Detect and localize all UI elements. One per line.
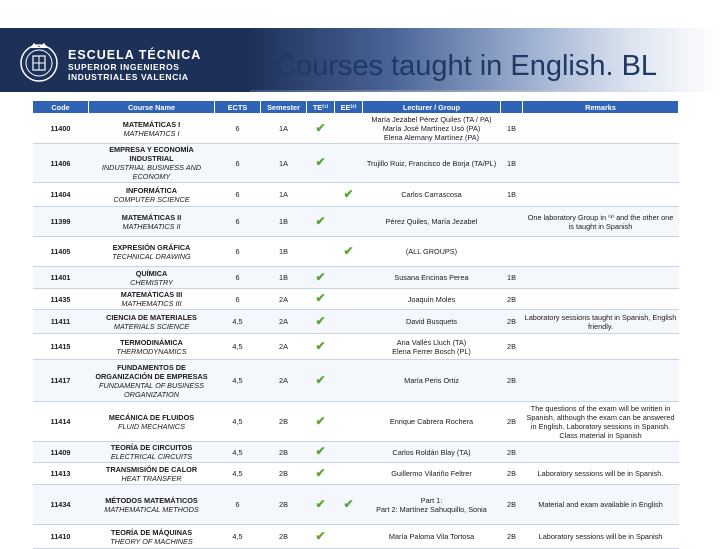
course-name: [89, 144, 215, 183]
course-lecturer: [363, 289, 501, 310]
course-name-english: COMPUTER SCIENCE: [113, 194, 190, 204]
course-name-english: THERMODYNAMICS: [116, 346, 187, 356]
checkmark-icon: ✔: [315, 413, 326, 428]
table-row: [33, 183, 679, 207]
course-semester: 2B: [261, 442, 307, 463]
course-code: 11417: [33, 360, 89, 402]
course-name-english: MATERIALS SCIENCE: [113, 321, 190, 331]
course-name-english: MATHEMATICS I: [123, 128, 180, 138]
course-name-spanish: INFORMÁTICA: [125, 185, 178, 195]
course-name-english: CHEMISTRY: [130, 277, 173, 287]
taught-in-english-cell: [307, 183, 335, 207]
english-exam-cell: [335, 207, 363, 237]
course-name-spanish: MATEMÁTICAS III: [120, 290, 183, 299]
checkmark-icon: ✔: [315, 269, 326, 284]
table-row: [33, 144, 679, 183]
course-remarks: [523, 267, 679, 289]
course-ects: 4,5: [215, 525, 261, 549]
course-name-spanish: MATEMÁTICAS II: [121, 212, 182, 222]
course-ects: 4,5: [215, 402, 261, 442]
course-code: 11409: [33, 442, 89, 463]
course-code: 11406: [33, 144, 89, 183]
course-group: 1B: [501, 144, 523, 183]
english-exam-cell: [335, 310, 363, 334]
course-name-spanish: EXPRESIÓN GRÁFICA: [112, 242, 191, 252]
lecturer-name: (ALL GROUPS): [405, 247, 458, 256]
course-name-spanish: TEORÍA DE CIRCUITOS: [110, 443, 193, 452]
courses-table-container: [32, 100, 678, 546]
course-name: [89, 183, 215, 207]
course-name-english: INDUSTRIAL BUSINESS AND ECONOMY: [101, 163, 202, 181]
lecturer-name: Pérez Quiles, María Jezabel: [385, 217, 478, 226]
course-remarks: One laboratory Group in ⁽³⁾ and the other one is taught in Spanish: [523, 207, 679, 237]
taught-in-english-cell: [307, 207, 335, 237]
checkmark-icon: ✔: [343, 186, 354, 201]
english-exam-cell: [335, 485, 363, 525]
table-row: [33, 402, 679, 442]
course-name-spanish: MATEMÁTICAS I: [122, 119, 181, 129]
lecturer-name: Part 1:: [420, 495, 443, 505]
taught-in-english-cell: [307, 310, 335, 334]
course-ects: 6: [215, 183, 261, 207]
lecturer-name: Carlos Carrascosa: [401, 190, 462, 199]
course-code: 11413: [33, 463, 89, 485]
english-exam-cell: [335, 289, 363, 310]
course-remarks: [523, 442, 679, 463]
school-name-line3: INDUSTRIALES VALENCIA: [68, 72, 189, 82]
course-remarks: [523, 114, 679, 144]
lecturer-name: María Peris Ortiz: [404, 376, 459, 385]
lecturer-name: María Paloma Vila Tortosa: [388, 532, 475, 541]
course-semester: 2B: [261, 525, 307, 549]
course-group: 2B: [501, 334, 523, 360]
taught-in-english-cell: [307, 525, 335, 549]
course-semester: 1A: [261, 144, 307, 183]
course-name-english: HEAT TRANSFER: [121, 473, 182, 483]
course-code: 11399: [33, 207, 89, 237]
school-name-line2: SUPERIOR INGENIEROS: [68, 62, 180, 72]
english-exam-cell: [335, 334, 363, 360]
course-name-english: FUNDAMENTAL OF BUSINESS ORGANIZATION: [98, 380, 204, 399]
school-name: [68, 48, 201, 82]
english-exam-cell: [335, 114, 363, 144]
course-semester: 1B: [261, 267, 307, 289]
course-ects: 6: [215, 289, 261, 310]
checkmark-icon: ✔: [315, 291, 326, 305]
table-row: [33, 463, 679, 485]
course-remarks: Laboratory sessions taught in Spanish, English friendly.: [523, 310, 679, 334]
course-lecturer: [363, 442, 501, 463]
course-lecturer: [363, 267, 501, 289]
course-name-english: TECHNICAL DRAWING: [112, 251, 191, 261]
course-group: 2B: [501, 360, 523, 402]
course-code: 11405: [33, 237, 89, 267]
course-group: 2B: [501, 442, 523, 463]
course-name: [89, 525, 215, 549]
course-remarks: [523, 144, 679, 183]
course-name: [89, 289, 215, 310]
english-exam-cell: [335, 525, 363, 549]
column-header-5: EE⁽²⁾: [335, 101, 363, 114]
taught-in-english-cell: [307, 237, 335, 267]
course-group: 2B: [501, 463, 523, 485]
checkmark-icon: ✔: [315, 444, 326, 458]
table-row: [33, 310, 679, 334]
course-remarks: [523, 289, 679, 310]
course-name-english: MATHEMATICS II: [122, 221, 181, 231]
course-name-english: MATHEMATICAL METHODS: [104, 504, 199, 514]
english-exam-cell: [335, 402, 363, 442]
course-group: 1B: [501, 183, 523, 207]
course-lecturer: [363, 207, 501, 237]
english-exam-cell: [335, 237, 363, 267]
course-lecturer: [363, 114, 501, 144]
course-name-spanish: EMPRESA Y ECONOMÍA INDUSTRIAL: [109, 145, 194, 163]
course-remarks: Laboratory sessions will be in Spanish: [523, 525, 679, 549]
course-name-spanish: QUÍMICA: [135, 268, 168, 278]
english-exam-cell: [335, 360, 363, 402]
course-name: [89, 402, 215, 442]
course-lecturer: [363, 310, 501, 334]
course-semester: 1A: [261, 114, 307, 144]
course-semester: 2B: [261, 402, 307, 442]
checkmark-icon: ✔: [315, 213, 326, 228]
course-name: [89, 463, 215, 485]
school-name-line1: ESCUELA TÉCNICA: [68, 48, 202, 62]
course-ects: 4,5: [215, 463, 261, 485]
course-code: 11401: [33, 267, 89, 289]
english-exam-cell: [335, 183, 363, 207]
course-code: 11434: [33, 485, 89, 525]
course-name-spanish: TEORÍA DE MÁQUINAS: [110, 527, 193, 537]
course-remarks: [523, 183, 679, 207]
course-name: [89, 360, 215, 402]
course-semester: 2A: [261, 334, 307, 360]
table-header-row: [33, 101, 679, 114]
course-lecturer: [363, 402, 501, 442]
course-name: [89, 442, 215, 463]
course-ects: 4,5: [215, 310, 261, 334]
lecturer-name: Part 2: Martínez Sahuquillo, Sonia: [376, 504, 487, 514]
taught-in-english-cell: [307, 289, 335, 310]
course-remarks: Material and exam available in English: [523, 485, 679, 525]
courses-table: [32, 100, 679, 549]
course-ects: 6: [215, 237, 261, 267]
course-ects: 6: [215, 114, 261, 144]
column-header-0: Code: [33, 101, 89, 114]
course-remarks: [523, 237, 679, 267]
course-name: [89, 207, 215, 237]
course-name: [89, 485, 215, 525]
checkmark-icon: ✔: [343, 243, 354, 258]
checkmark-icon: ✔: [315, 120, 326, 135]
course-semester: 2B: [261, 485, 307, 525]
taught-in-english-cell: [307, 442, 335, 463]
english-exam-cell: [335, 144, 363, 183]
table-body: [33, 114, 679, 549]
course-ects: 6: [215, 267, 261, 289]
course-group: 1B: [501, 267, 523, 289]
course-code: 11410: [33, 525, 89, 549]
english-exam-cell: [335, 267, 363, 289]
course-lecturer: [363, 144, 501, 183]
course-code: 11411: [33, 310, 89, 334]
lecturer-name: Ana Vallés Lluch (TA): [396, 337, 467, 347]
course-code: 11400: [33, 114, 89, 144]
taught-in-english-cell: [307, 402, 335, 442]
course-remarks: [523, 360, 679, 402]
course-name-spanish: TRANSMISIÓN DE CALOR: [105, 464, 198, 474]
course-name-english: FLUID MECHANICS: [118, 421, 185, 431]
course-remarks: The questions of the exam will be written in Spanish, although the exam can be answered in English. Laboratory sessions in Spanish. Class material in Spanish: [523, 402, 679, 442]
lecturer-name: Guillermo Vilariño Feltrer: [391, 469, 472, 478]
lecturer-name: María Jezabel Pérez Quiles (TA / PA): [371, 115, 492, 124]
course-semester: 2A: [261, 360, 307, 402]
taught-in-english-cell: [307, 485, 335, 525]
course-name-spanish: TERMODINÁMICA: [120, 337, 183, 347]
table-row: [33, 360, 679, 402]
course-semester: 1A: [261, 183, 307, 207]
course-name-spanish: MÉTODOS MATEMÁTICOS: [105, 495, 198, 505]
slide-header: [0, 0, 720, 92]
lecturer-name: Carlos Roldán Blay (TA): [392, 447, 471, 457]
taught-in-english-cell: [307, 144, 335, 183]
table-row: [33, 485, 679, 525]
course-name: [89, 237, 215, 267]
course-lecturer: [363, 463, 501, 485]
course-name-spanish: CIENCIA DE MATERIALES: [106, 312, 197, 322]
course-name: [89, 267, 215, 289]
checkmark-icon: ✔: [315, 528, 326, 543]
course-semester: 2A: [261, 310, 307, 334]
course-group: 2B: [501, 310, 523, 334]
table-row: [33, 289, 679, 310]
course-code: 11414: [33, 402, 89, 442]
course-lecturer: [363, 485, 501, 525]
course-ects: 6: [215, 207, 261, 237]
course-name: [89, 114, 215, 144]
taught-in-english-cell: [307, 114, 335, 144]
course-group: [501, 207, 523, 237]
course-semester: 2A: [261, 289, 307, 310]
column-header-7: [501, 101, 523, 114]
table-row: [33, 114, 679, 144]
university-crest-icon: [16, 39, 62, 85]
table-row: [33, 267, 679, 289]
course-group: 2B: [501, 402, 523, 442]
column-header-8: Remarks: [523, 101, 679, 114]
course-code: 11404: [33, 183, 89, 207]
header-band-line: [250, 90, 720, 92]
course-lecturer: [363, 334, 501, 360]
table-row: [33, 237, 679, 267]
course-name-english: THEORY OF MACHINES: [110, 536, 193, 546]
course-name-spanish: MECÁNICA DE FLUIDOS: [108, 412, 195, 422]
column-header-2: ECTS: [215, 101, 261, 114]
course-ects: 4,5: [215, 360, 261, 402]
course-lecturer: [363, 237, 501, 267]
lecturer-name: Elena Ferrer Bosch (PL): [392, 346, 471, 356]
checkmark-icon: ✔: [343, 496, 354, 511]
course-remarks: [523, 334, 679, 360]
lecturer-name: María José Martínez Usó (PA): [382, 124, 481, 133]
course-group: 2B: [501, 485, 523, 525]
course-code: 11415: [33, 334, 89, 360]
page-title: Courses taught in English. BL: [275, 50, 658, 82]
course-group: 2B: [501, 289, 523, 310]
table-row: [33, 442, 679, 463]
column-header-1: Course Name: [89, 101, 215, 114]
checkmark-icon: ✔: [315, 465, 326, 480]
course-lecturer: [363, 360, 501, 402]
lecturer-name: Enrique Cabrera Rochera: [389, 417, 474, 426]
course-semester: 1B: [261, 237, 307, 267]
course-name: [89, 334, 215, 360]
lecturer-name: Joaquín Moles: [407, 294, 456, 304]
checkmark-icon: ✔: [315, 338, 326, 353]
checkmark-icon: ✔: [315, 155, 326, 169]
checkmark-icon: ✔: [315, 496, 326, 511]
table-row: [33, 525, 679, 549]
table-row: [33, 207, 679, 237]
column-header-3: Semester: [261, 101, 307, 114]
course-name: [89, 310, 215, 334]
course-ects: 6: [215, 144, 261, 183]
course-name-english: MATHEMATICS III: [121, 299, 182, 308]
lecturer-name: Trujillo Ruiz, Francisco de Borja (TA/PL): [366, 158, 497, 168]
course-ects: 4,5: [215, 442, 261, 463]
lecturer-name: Elena Alemany Martínez (PA): [383, 133, 480, 142]
lecturer-name: Susana Encinas Perea: [394, 273, 469, 282]
taught-in-english-cell: [307, 463, 335, 485]
course-group: 1B: [501, 114, 523, 144]
course-ects: 4,5: [215, 334, 261, 360]
english-exam-cell: [335, 463, 363, 485]
course-semester: 1B: [261, 207, 307, 237]
course-semester: 2B: [261, 463, 307, 485]
course-name-spanish: FUNDAMENTOS DE ORGANIZACIÓN DE EMPRESAS: [95, 362, 208, 381]
course-name-english: ELECTRICAL CIRCUITS: [110, 452, 193, 461]
checkmark-icon: ✔: [315, 372, 326, 387]
column-header-6: Lecturer / Group: [363, 101, 501, 114]
lecturer-name: David Busquets: [405, 317, 458, 326]
course-ects: 6: [215, 485, 261, 525]
course-code: 11435: [33, 289, 89, 310]
course-group: 2B: [501, 525, 523, 549]
taught-in-english-cell: [307, 334, 335, 360]
course-remarks: Laboratory sessions will be in Spanish.: [523, 463, 679, 485]
taught-in-english-cell: [307, 360, 335, 402]
column-header-4: TE⁽¹⁾: [307, 101, 335, 114]
course-lecturer: [363, 183, 501, 207]
course-group: [501, 237, 523, 267]
table-row: [33, 334, 679, 360]
checkmark-icon: ✔: [315, 313, 326, 328]
course-lecturer: [363, 525, 501, 549]
taught-in-english-cell: [307, 267, 335, 289]
english-exam-cell: [335, 442, 363, 463]
